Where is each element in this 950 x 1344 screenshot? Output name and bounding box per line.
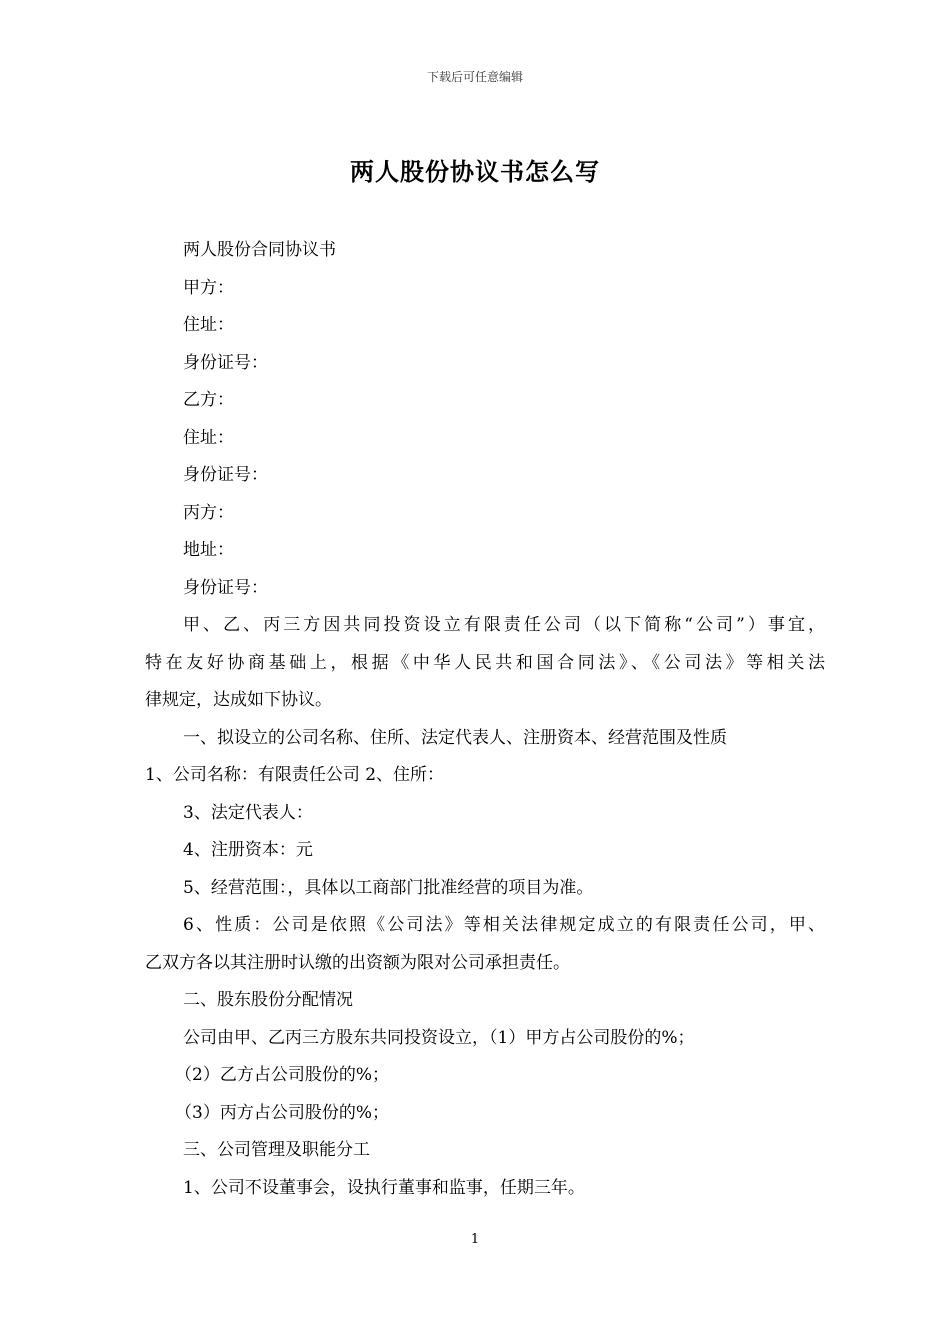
body-line: 丙方： bbox=[183, 502, 234, 523]
body-line: 身份证号： bbox=[183, 465, 268, 485]
body-line: 律规定，达成如下协议。 bbox=[145, 690, 332, 710]
body-line: 乙双方各以其注册时认缴的出资额为限对公司承担责任。 bbox=[145, 952, 570, 973]
body-line: 三、公司管理及职能分工 bbox=[183, 1140, 370, 1160]
document-title: 两人股份协议书怎么写 bbox=[350, 157, 600, 186]
body-line: 地址： bbox=[183, 540, 234, 560]
body-line: 乙方： bbox=[183, 390, 234, 410]
body-line: 甲方： bbox=[183, 277, 234, 298]
body-line: 6、性质：公司是依照《公司法》等相关法律规定成立的有限责任公司，甲、 bbox=[183, 915, 825, 935]
body-line: 两人股份合同协议书 bbox=[183, 240, 336, 260]
body-line: 身份证号： bbox=[183, 577, 268, 598]
body-line: 特在友好协商基础上，根据《中华人民共和国合同法》、《公司法》等相关法 bbox=[145, 652, 825, 673]
body-line: 住址： bbox=[183, 427, 234, 448]
body-line: 一、拟设立的公司名称、住所、法定代表人、注册资本、经营范围及性质 bbox=[183, 727, 727, 748]
body-line: （2）乙方占公司股份的%； bbox=[175, 1065, 389, 1085]
body-line: 身份证号： bbox=[183, 352, 268, 373]
page-header: 下载后可任意编辑 bbox=[426, 70, 523, 84]
body-line: 4、注册资本：元 bbox=[183, 840, 313, 860]
page-number: 1 bbox=[470, 1232, 480, 1247]
document-body bbox=[145, 232, 825, 1207]
body-line: 1、公司不设董事会，设执行董事和监事，任期三年。 bbox=[183, 1177, 585, 1198]
body-line: 3、法定代表人： bbox=[183, 802, 313, 823]
body-line: （3）丙方占公司股份的%； bbox=[175, 1102, 389, 1123]
body-line: 5、经营范围：，具体以工商部门批准经营的项目为准。 bbox=[183, 877, 594, 898]
body-line: 二、股东股份分配情况 bbox=[183, 990, 353, 1010]
body-line: 甲、乙、丙三方因共同投资设立有限责任公司（以下简称“公司”）事宜， bbox=[183, 615, 825, 635]
body-line: 住址： bbox=[183, 315, 234, 335]
body-line: 1、公司名称：有限责任公司 2、住所： bbox=[145, 765, 445, 785]
body-line: 公司由甲、乙丙三方股东共同投资设立，（1）甲方占公司股份的%； bbox=[183, 1027, 695, 1048]
